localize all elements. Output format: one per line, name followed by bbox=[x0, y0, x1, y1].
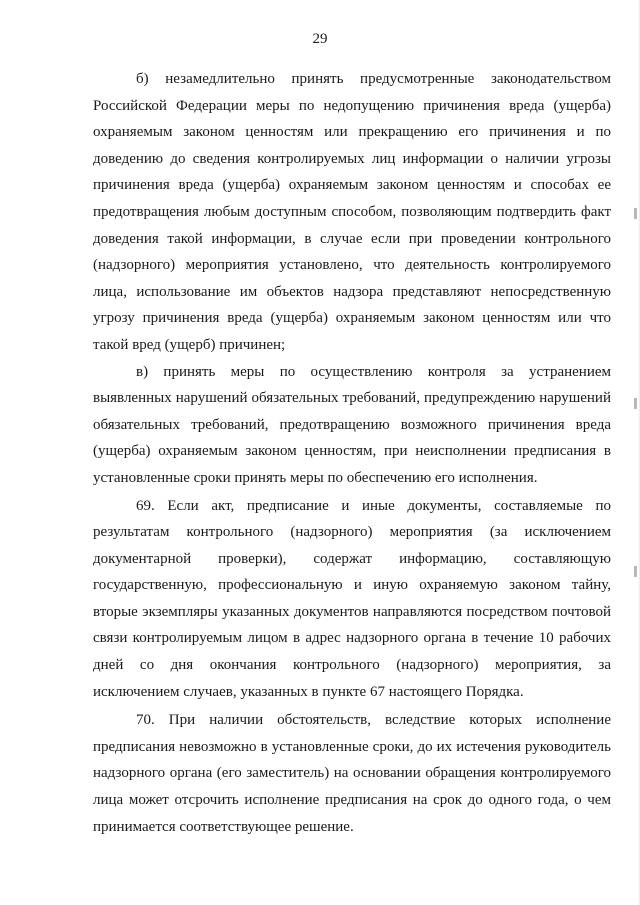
scan-margin-mark bbox=[634, 208, 637, 219]
scan-margin-mark bbox=[634, 566, 637, 577]
document-body bbox=[93, 66, 611, 840]
scan-margin-mark bbox=[634, 398, 637, 409]
paragraph-69: 69. Если акт, предписание и иные документы, составляемые по результатам контрольного (надзорного) мероприятия (за исключением документарной проверки), содержат информацию, составляющую государственную, профессиональную и иную охраняемую законом тайну, вторые экземпляры указанных документов направляются посредством почтовой связи контролируемым лицом в адрес надзорного органа в течение 10 рабочих дней со дня окончания контрольного (надзорного) мероприятия, за исключением случаев, указанных в пункте 67 настоящего Порядка. bbox=[93, 497, 611, 700]
page-number: 29 bbox=[312, 31, 328, 47]
paragraph-70: 70. При наличии обстоятельств, вследствие которых исполнение предписания невозможно в установленные сроки, до их истечения руководитель надзорного органа (его заместитель) на основании обращения контролируемого лица может отсрочить исполнение предписания на срок до одного года, о чем принимается соответствующее решение. bbox=[93, 712, 611, 835]
paragraph-b: б) незамедлительно принять предусмотренные законодательством Российской Федерации меры по недопущению причинения вреда (ущерба) охраняемым законом ценностям или прекращению его причинения и по доведению до сведения контролируемых лиц информации о наличии угрозы причинения вреда (ущерба) охраняемым законом ценностям и способах ее предотвращения любым доступным способом, позволяющим подтвердить факт доведения такой информации, в случае если при проведении контрольного (надзорного) мероприятия установлено, что деятельность контролируемого лица, использование им объектов надзора представляют непосредственную угрозу причинения вреда (ущерба) охраняемым законом ценностям или что такой вред (ущерб) причинен; bbox=[93, 71, 611, 353]
paragraph-v: в) принять меры по осуществлению контроля за устранением выявленных нарушений обязательных требований, предупреждению нарушений обязательных требований, предотвращению возможного причинения вреда (ущерба) охраняемым законом ценностям, при неисполнении предписания в установленные сроки принять меры по обеспечению его исполнения. bbox=[93, 363, 611, 486]
